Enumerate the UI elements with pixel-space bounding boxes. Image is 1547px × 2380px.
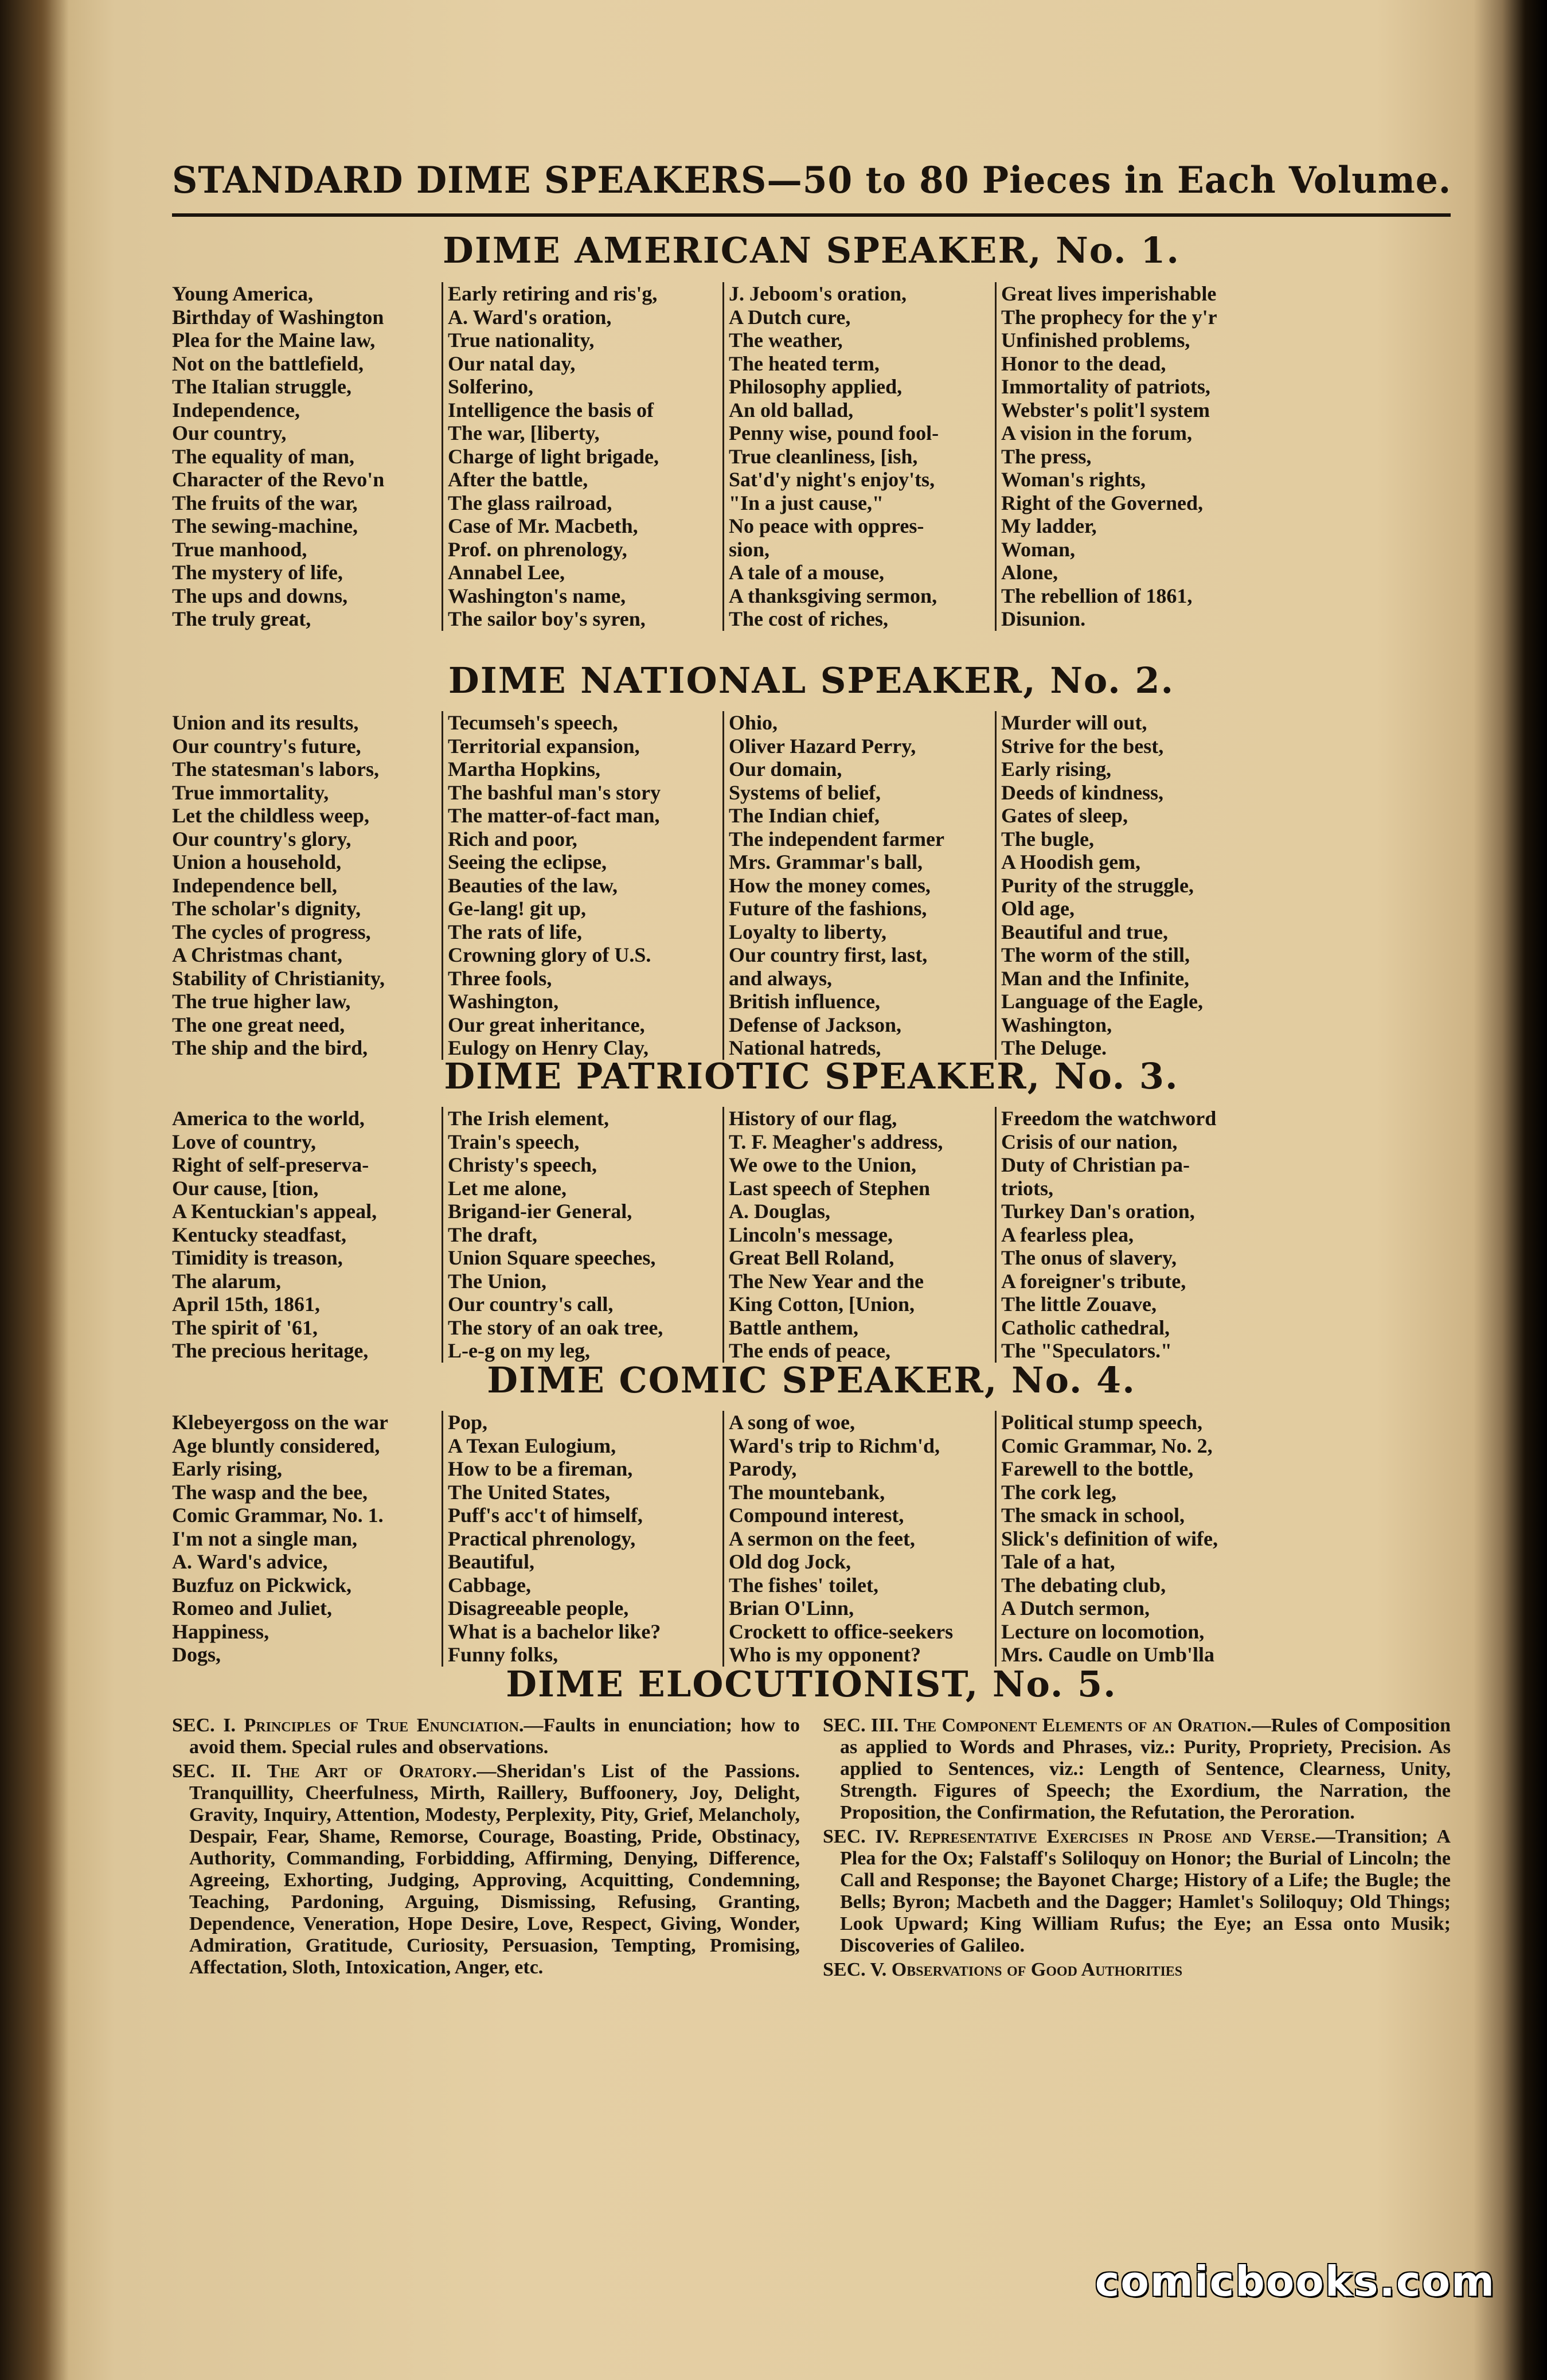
- listing-item: Solferino,: [448, 375, 533, 398]
- listing-item: The truly great,: [172, 607, 311, 630]
- listing-item: What is a bachelor like?: [448, 1620, 661, 1643]
- listing-item: True manhood,: [172, 537, 307, 561]
- listing-item: Great Bell Roland,: [729, 1246, 894, 1269]
- listing-item: Our country,: [172, 422, 287, 444]
- listing-item: The cycles of progress,: [172, 920, 371, 943]
- listing-item: The bashful man's story: [448, 781, 661, 804]
- listing-item: Independence bell,: [172, 873, 338, 897]
- listing-item: The Indian chief,: [729, 804, 880, 827]
- listing-column: [442, 1107, 722, 1363]
- listing-item: No peace with oppres-: [729, 514, 924, 537]
- listing-item: British influence,: [729, 990, 881, 1013]
- listing-item: The rebellion of 1861,: [1001, 584, 1193, 607]
- listing-item: The war, [liberty,: [448, 422, 600, 444]
- listing-item: Turkey Dan's oration,: [1001, 1200, 1195, 1223]
- section-title-american-speaker: DIME AMERICAN SPEAKER, No. 1.: [443, 229, 1180, 271]
- listing-item: The fruits of the war,: [172, 491, 358, 514]
- listing-item: Independence,: [172, 398, 300, 422]
- listing-item: The precious heritage,: [172, 1339, 369, 1362]
- listing-item: Our country first, last,: [729, 943, 928, 966]
- listing-item: Freedom the watchword: [1001, 1107, 1217, 1130]
- listing-item: Catholic cathedral,: [1001, 1316, 1170, 1339]
- listing-item: Beautiful,: [448, 1550, 535, 1573]
- listing-item: King Cotton, [Union,: [729, 1293, 915, 1316]
- listing-item: My ladder,: [1001, 514, 1097, 537]
- listing-item: Murder will out,: [1001, 711, 1147, 734]
- listing-item: Immortality of patriots,: [1001, 375, 1210, 398]
- listing-item: Beautiful and true,: [1001, 920, 1169, 943]
- listing-item: Puff's acc't of himself,: [448, 1504, 643, 1527]
- listing-item: Strive for the best,: [1001, 734, 1164, 758]
- elocutionist-section-label: SEC. I. Principles of True Enunciation.: [172, 1715, 524, 1736]
- listing-item: Dogs,: [172, 1643, 221, 1666]
- listing-item: Right of the Governed,: [1001, 491, 1203, 514]
- listing-item: A Texan Eulogium,: [448, 1434, 616, 1457]
- listing-item: The scholar's dignity,: [172, 897, 361, 920]
- listing-item: Woman,: [1001, 537, 1076, 561]
- listing-item: True immortality,: [172, 781, 329, 804]
- listing-item: Beauties of the law,: [448, 873, 618, 897]
- listing-item: The prophecy for the y'r: [1001, 305, 1217, 329]
- listing-column: [995, 711, 1451, 1060]
- listing-item: A vision in the forum,: [1001, 422, 1193, 444]
- listing-item: Case of Mr. Macbeth,: [448, 514, 638, 537]
- listing-item: Deeds of kindness,: [1001, 781, 1164, 804]
- listing-item: America to the world,: [172, 1107, 365, 1130]
- listing-item: The heated term,: [729, 352, 880, 375]
- listing-item: Early retiring and ris'g,: [448, 282, 658, 305]
- listing-item: Union Square speeches,: [448, 1246, 656, 1269]
- listing-item: Oliver Hazard Perry,: [729, 734, 916, 758]
- section-columns-patriotic-speaker: [172, 1107, 1451, 1363]
- listing-item: The true higher law,: [172, 990, 351, 1013]
- listing-item: The weather,: [729, 329, 843, 352]
- elocutionist-section: [172, 1761, 800, 1979]
- listing-item: True cleanliness, [ish,: [729, 444, 918, 468]
- listing-item: Let the childless weep,: [172, 804, 369, 827]
- section-columns-national-speaker: [172, 711, 1451, 1060]
- listing-item: The wasp and the bee,: [172, 1480, 368, 1504]
- listing-item: Let me alone,: [448, 1176, 567, 1200]
- listing-item: A Kentuckian's appeal,: [172, 1200, 377, 1223]
- listing-item: The glass railroad,: [448, 491, 612, 514]
- elocutionist-section-text: —Transition; A Plea for the Ox; Falstaff's Soliloquy on Honor; the Burial of Lincoln; the Call and Response; the Bayonet Charge; History of a Life; the Bugle; the Bells; Byron; Macbeth and the Dagger; Hamlet's Soliloquy; Old Things; Look Upward; King William Rufus; the Eye; an Essa onto Musik; Discoveries of Galileo.: [840, 1826, 1451, 1956]
- listing-item: The onus of slavery,: [1001, 1246, 1177, 1269]
- section-title-elocutionist: DIME ELOCUTIONIST, No. 5.: [506, 1663, 1117, 1705]
- listing-item: I'm not a single man,: [172, 1527, 358, 1550]
- elocutionist-left-column: [172, 1715, 800, 1983]
- listing-item: Ward's trip to Richm'd,: [729, 1434, 940, 1457]
- listing-item: Birthday of Washington: [172, 305, 384, 329]
- listing-item: Our great inheritance,: [448, 1013, 645, 1036]
- listing-item: The equality of man,: [172, 444, 355, 468]
- listing-item: Alone,: [1001, 561, 1058, 584]
- listing-column: [442, 282, 722, 631]
- listing-item: L-e-g on my leg,: [448, 1339, 590, 1362]
- listing-item: Comic Grammar, No. 1.: [172, 1504, 384, 1527]
- listing-item: A sermon on the feet,: [729, 1527, 915, 1550]
- listing-item: Happiness,: [172, 1620, 269, 1643]
- listing-item: Webster's polit'l system: [1001, 398, 1210, 422]
- listing-item: The ups and downs,: [172, 584, 348, 607]
- listing-item: Romeo and Juliet,: [172, 1597, 332, 1620]
- listing-item: Lincoln's message,: [729, 1223, 893, 1246]
- elocutionist-right-column: [823, 1715, 1451, 1983]
- listing-item: Early rising,: [1001, 758, 1112, 781]
- listing-item: Brigand-ier General,: [448, 1200, 632, 1223]
- listing-item: The United States,: [448, 1480, 611, 1504]
- listing-item: Train's speech,: [448, 1130, 580, 1153]
- listing-column: [172, 1107, 442, 1363]
- listing-item: Early rising,: [172, 1457, 283, 1480]
- listing-item: Slick's definition of wife,: [1001, 1527, 1218, 1550]
- listing-item: The little Zouave,: [1001, 1293, 1157, 1316]
- listing-item: The cost of riches,: [729, 607, 888, 630]
- listing-item: Character of the Revo'n: [172, 468, 385, 491]
- listing-item: Farewell to the bottle,: [1001, 1457, 1194, 1480]
- listing-item: A Hoodish gem,: [1001, 850, 1141, 873]
- listing-item: Defense of Jackson,: [729, 1013, 901, 1036]
- listing-item: Annabel Lee,: [448, 561, 565, 584]
- listing-item: A. Douglas,: [729, 1200, 831, 1223]
- elocutionist-section-text: —Sheridan's List of the Passions. Tranquillity, Cheerfulness, Mirth, Raillery, Buffoonery, Joy, Delight, Gravity, Inquiry, Attention, Modesty, Perplexity, Pity, Grief, Melancholy, Despair, Fear, Shame, Remorse, Courage, Boasting, Pride, Obstinacy, Authority, Commanding, Forbidding, Affirming, Denying, Difference, Agreeing, Exhorting, Judging, Approving, Acquitting, Condemning, Teaching, Pardoning, Arguing, Dismissing, Refusing, Granting, Dependence, Veneration, Hope Desire, Love, Respect, Giving, Wonder, Admiration, Gratitude, Curiosity, Persuasion, Tempting, Promising, Affectation, Sloth, Intoxication, Anger, etc.: [189, 1761, 800, 1978]
- listing-item: The Union,: [448, 1269, 547, 1293]
- listing-item: The story of an oak tree,: [448, 1316, 663, 1339]
- listing-item: An old ballad,: [729, 398, 854, 422]
- listing-item: Washington,: [448, 990, 559, 1013]
- listing-item: Loyalty to liberty,: [729, 920, 886, 943]
- listing-column: [442, 711, 722, 1060]
- listing-item: and always,: [729, 966, 833, 990]
- listing-item: Crisis of our nation,: [1001, 1130, 1178, 1153]
- listing-item: Political stump speech,: [1001, 1411, 1202, 1434]
- listing-item: Our country's future,: [172, 734, 361, 758]
- listing-item: The bugle,: [1001, 827, 1095, 850]
- listing-item: Our country's call,: [448, 1293, 614, 1316]
- listing-item: After the battle,: [448, 468, 588, 491]
- section-columns-comic-speaker: [172, 1411, 1451, 1667]
- listing-item: The sewing-machine,: [172, 514, 358, 537]
- listing-column: [172, 711, 442, 1060]
- listing-item: Old dog Jock,: [729, 1550, 851, 1573]
- listing-item: Timidity is treason,: [172, 1246, 343, 1269]
- elocutionist-section-label: SEC. II. The Art of Oratory.: [172, 1761, 477, 1782]
- listing-item: Our cause, [tion,: [172, 1176, 319, 1200]
- listing-item: Martha Hopkins,: [448, 758, 601, 781]
- listing-item: Stability of Christianity,: [172, 966, 385, 990]
- listing-item: Parody,: [729, 1457, 797, 1480]
- listing-item: "In a just cause,": [729, 491, 884, 514]
- listing-item: A fearless plea,: [1001, 1223, 1134, 1246]
- listing-item: Future of the fashions,: [729, 897, 927, 920]
- listing-item: The mountebank,: [729, 1480, 885, 1504]
- section-columns-american-speaker: [172, 282, 1451, 631]
- listing-item: The ends of peace,: [729, 1339, 890, 1362]
- listing-item: Young America,: [172, 282, 313, 305]
- book-spine: [0, 0, 69, 2380]
- listing-item: Woman's rights,: [1001, 468, 1146, 491]
- listing-item: Rich and poor,: [448, 827, 577, 850]
- listing-item: A thanksgiving sermon,: [729, 584, 937, 607]
- listing-column: [995, 282, 1451, 631]
- listing-item: Right of self-preserva-: [172, 1153, 369, 1176]
- listing-item: Duty of Christian pa-: [1001, 1153, 1190, 1176]
- listing-item: Our natal day,: [448, 352, 576, 375]
- listing-item: A song of woe,: [729, 1411, 855, 1434]
- listing-item: Our domain,: [729, 758, 842, 781]
- listing-item: The "Speculators.": [1001, 1339, 1172, 1362]
- listing-item: The rats of life,: [448, 920, 582, 943]
- listing-item: Plea for the Maine law,: [172, 329, 376, 352]
- listing-item: A. Ward's oration,: [448, 305, 612, 329]
- listing-item: Who is my opponent?: [729, 1643, 921, 1666]
- listing-item: April 15th, 1861,: [172, 1293, 321, 1316]
- listing-item: Crowning glory of U.S.: [448, 943, 651, 966]
- listing-item: How the money comes,: [729, 873, 931, 897]
- listing-item: Systems of belief,: [729, 781, 881, 804]
- listing-column: [722, 1411, 995, 1667]
- listing-item: Buzfuz on Pickwick,: [172, 1573, 352, 1597]
- listing-column: [442, 1411, 722, 1667]
- listing-item: The ship and the bird,: [172, 1036, 368, 1059]
- listing-item: Great lives imperishable: [1001, 282, 1217, 305]
- listing-column: [722, 282, 995, 631]
- listing-item: T. F. Meagher's address,: [729, 1130, 943, 1153]
- listing-item: Seeing the eclipse,: [448, 850, 607, 873]
- listing-item: The alarum,: [172, 1269, 282, 1293]
- listing-column: [995, 1411, 1451, 1667]
- listing-item: The Deluge.: [1001, 1036, 1107, 1059]
- listing-item: Prof. on phrenology,: [448, 537, 627, 561]
- listing-item: The Italian struggle,: [172, 375, 352, 398]
- listing-item: The sailor boy's syren,: [448, 607, 646, 630]
- elocutionist-section-label: SEC. III. The Component Elements of an Oration.: [823, 1715, 1252, 1736]
- listing-item: Practical phrenology,: [448, 1527, 636, 1550]
- listing-item: A foreigner's tribute,: [1001, 1269, 1186, 1293]
- listing-item: A tale of a mouse,: [729, 561, 884, 584]
- listing-item: Unfinished problems,: [1001, 329, 1190, 352]
- elocutionist-section: [823, 1959, 1451, 1981]
- listing-item: We owe to the Union,: [729, 1153, 916, 1176]
- listing-column: [722, 1107, 995, 1363]
- listing-item: Kentucky steadfast,: [172, 1223, 346, 1246]
- listing-item: Penny wise, pound fool-: [729, 422, 939, 444]
- listing-item: The one great need,: [172, 1013, 345, 1036]
- listing-item: Compound interest,: [729, 1504, 904, 1527]
- listing-item: A Dutch sermon,: [1001, 1597, 1150, 1620]
- listing-item: National hatreds,: [729, 1036, 881, 1059]
- listing-item: A. Ward's advice,: [172, 1550, 328, 1573]
- listing-item: Pop,: [448, 1411, 488, 1434]
- listing-item: Lecture on locomotion,: [1001, 1620, 1205, 1643]
- listing-item: Territorial expansion,: [448, 734, 640, 758]
- listing-item: Intelligence the basis of: [448, 398, 654, 422]
- section-title-comic-speaker: DIME COMIC SPEAKER, No. 4.: [487, 1359, 1136, 1401]
- elocutionist-section-text: —Rules of Composition as applied to Words and Phrases, viz.: Purity, Propriety, Precision. As applied to Sentences, viz.: Length of Sentence, Clearness, Unity, Strength. Figures of Speech; the Exordium, the Narration, the Proposition, the Confirmation, the Refutation, the Peroration.: [840, 1715, 1451, 1823]
- listing-item: Funny folks,: [448, 1643, 558, 1666]
- listing-item: The New Year and the: [729, 1269, 924, 1293]
- listing-item: Man and the Infinite,: [1001, 966, 1190, 990]
- elocutionist-section-label: SEC. IV. Representative Exercises in Prose and Verse.: [823, 1826, 1316, 1847]
- listing-item: A Dutch cure,: [729, 305, 851, 329]
- elocutionist-section-label: SEC. V. Observations of Good Authorities: [823, 1959, 1183, 1980]
- listing-item: The fishes' toilet,: [729, 1573, 878, 1597]
- listing-item: The independent farmer: [729, 827, 944, 850]
- listing-item: Disagreeable people,: [448, 1597, 629, 1620]
- listing-item: The worm of the still,: [1001, 943, 1190, 966]
- listing-item: Language of the Eagle,: [1001, 990, 1204, 1013]
- listing-item: Disunion.: [1001, 607, 1086, 630]
- listing-item: Klebeyergoss on the war: [172, 1411, 388, 1434]
- listing-item: Battle anthem,: [729, 1316, 858, 1339]
- listing-column: [995, 1107, 1451, 1363]
- listing-item: Charge of light brigade,: [448, 444, 659, 468]
- listing-item: History of our flag,: [729, 1107, 897, 1130]
- listing-item: Mrs. Grammar's ball,: [729, 850, 923, 873]
- listing-item: Not on the battlefield,: [172, 352, 364, 375]
- listing-item: Union and its results,: [172, 711, 359, 734]
- listing-item: The cork leg,: [1001, 1480, 1116, 1504]
- section-title-patriotic-speaker: DIME PATRIOTIC SPEAKER, No. 3.: [444, 1055, 1179, 1097]
- listing-item: Union a household,: [172, 850, 342, 873]
- page-header-title: STANDARD DIME SPEAKERS—50 to 80 Pieces in Each Volume.: [172, 159, 1452, 202]
- listing-item: Washington's name,: [448, 584, 626, 607]
- listing-item: sion,: [729, 537, 770, 561]
- listing-item: Honor to the dead,: [1001, 352, 1166, 375]
- listing-item: Tecumseh's speech,: [448, 711, 618, 734]
- listing-item: Gates of sleep,: [1001, 804, 1128, 827]
- elocutionist-body: [172, 1715, 1451, 1983]
- catalog-page: [172, 149, 1451, 2191]
- listing-item: The mystery of life,: [172, 561, 343, 584]
- listing-column: [172, 282, 442, 631]
- listing-item: Christy's speech,: [448, 1153, 597, 1176]
- watermark-logo: comicbooks.com: [1095, 2257, 1495, 2305]
- listing-item: Last speech of Stephen: [729, 1176, 931, 1200]
- listing-item: The smack in school,: [1001, 1504, 1185, 1527]
- listing-item: Philosophy applied,: [729, 375, 903, 398]
- elocutionist-section: [823, 1715, 1451, 1824]
- listing-item: Three fools,: [448, 966, 552, 990]
- listing-item: The press,: [1001, 444, 1092, 468]
- listing-item: Brian O'Linn,: [729, 1597, 854, 1620]
- listing-item: Purity of the struggle,: [1001, 873, 1194, 897]
- listing-item: Our country's glory,: [172, 827, 351, 850]
- listing-item: Ge-lang! git up,: [448, 897, 587, 920]
- listing-column: [172, 1411, 442, 1667]
- listing-item: The matter-of-fact man,: [448, 804, 660, 827]
- listing-item: J. Jeboom's oration,: [729, 282, 907, 305]
- listing-item: True nationality,: [448, 329, 595, 352]
- listing-item: Washington,: [1001, 1013, 1112, 1036]
- listing-item: The Irish element,: [448, 1107, 609, 1130]
- listing-column: [722, 711, 995, 1060]
- listing-item: The draft,: [448, 1223, 537, 1246]
- listing-item: The spirit of '61,: [172, 1316, 318, 1339]
- listing-item: The debating club,: [1001, 1573, 1166, 1597]
- listing-item: Old age,: [1001, 897, 1075, 920]
- listing-item: Crockett to office-seekers: [729, 1620, 954, 1643]
- listing-item: Tale of a hat,: [1001, 1550, 1115, 1573]
- listing-item: Ohio,: [729, 711, 778, 734]
- listing-item: How to be a fireman,: [448, 1457, 633, 1480]
- listing-item: triots,: [1001, 1176, 1053, 1200]
- listing-item: Sat'd'y night's enjoy'ts,: [729, 468, 935, 491]
- header-rule: [172, 213, 1451, 217]
- listing-item: A Christmas chant,: [172, 943, 343, 966]
- elocutionist-section: [823, 1826, 1451, 1957]
- listing-item: Age bluntly considered,: [172, 1434, 380, 1457]
- listing-item: Eulogy on Henry Clay,: [448, 1036, 649, 1059]
- listing-item: Comic Grammar, No. 2,: [1001, 1434, 1213, 1457]
- listing-item: The statesman's labors,: [172, 758, 380, 781]
- elocutionist-section: [172, 1715, 800, 1758]
- section-title-national-speaker: DIME NATIONAL SPEAKER, No. 2.: [448, 660, 1175, 701]
- elocutionist-section-text: —Faults in enunciation; how to avoid them. Special rules and observations.: [189, 1715, 800, 1758]
- listing-item: Cabbage,: [448, 1573, 532, 1597]
- listing-item: Love of country,: [172, 1130, 316, 1153]
- listing-item: Mrs. Caudle on Umb'lla: [1001, 1643, 1215, 1666]
